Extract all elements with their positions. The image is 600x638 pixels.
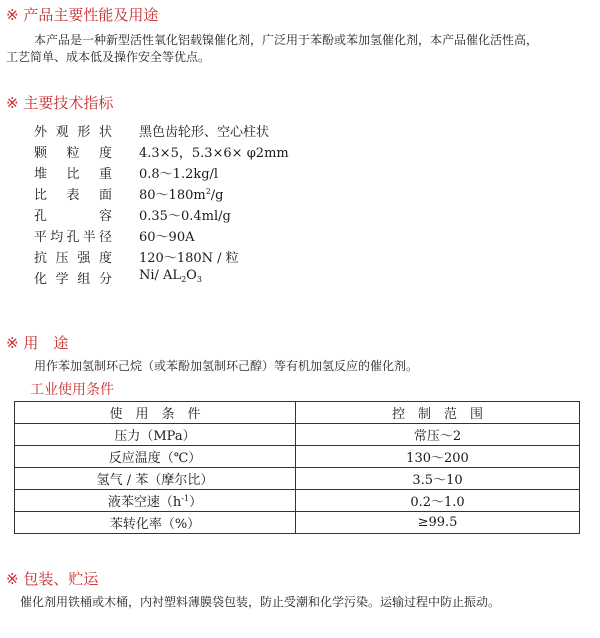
table-cell: 压力（MPa）: [15, 424, 296, 446]
table-cell: 130～200: [296, 446, 580, 468]
usage-text: 用作苯加氢制环己烷（或苯酚加氢制环己醇）等有机加氢反应的催化剂。: [34, 359, 419, 373]
spec-value: 0.8～1.2kg/l: [139, 167, 219, 182]
table-row: [15, 446, 580, 468]
spec-label: 外观形状: [34, 125, 112, 140]
section-title-specs: ※ 主要技术指标: [6, 94, 114, 112]
table-header-cell: 控 制 范 围: [296, 402, 580, 424]
spec-label: 比表面: [34, 188, 112, 203]
table-cell: 氢气 / 苯（摩尔比）: [15, 468, 296, 490]
spec-label: 堆比重: [34, 167, 112, 182]
table-row: [15, 468, 580, 490]
spec-label: 抗压强度: [34, 251, 112, 266]
table-cell: 0.2～1.0: [296, 490, 580, 512]
table-header-row: [15, 402, 580, 424]
section-title-packaging: ※ 包装、贮运: [6, 570, 99, 588]
spec-label: 化学组分: [34, 272, 112, 287]
table-cell: 苯转化率（%）: [15, 512, 296, 534]
spec-value: Ni/ $AL_2O_3$: [139, 268, 202, 284]
spec-value: 4.3×5，5.3×6× φ2mm: [139, 146, 289, 161]
table-cell: 液苯空速$(h^{-1})$: [15, 490, 296, 512]
conditions-caption: 工业使用条件: [30, 382, 114, 398]
spec-value: 黑色齿轮形、空心柱状: [139, 125, 270, 140]
section-title-usage: ※ 用 途: [6, 334, 69, 352]
performance-text-line1: 本产品是一种新型活性氧化铝载镍催化剂，广泛用于苯酚或苯加氢催化剂，本产品催化活性高，: [34, 33, 539, 47]
performance-text-line2: 工艺简单、成本低及操作安全等优点。: [6, 50, 211, 64]
table-cell: ≥99.5: [296, 512, 580, 534]
spec-value: 60～90A: [139, 230, 195, 245]
table-cell: 3.5～10: [296, 468, 580, 490]
table-header-cell: 使 用 条 件: [15, 402, 296, 424]
spec-label: 孔容: [34, 209, 112, 224]
spec-value: 120～180N / 粒: [139, 251, 239, 266]
spec-value: $80\sim 180m^2/g$: [139, 187, 224, 203]
table-cell: 常压～2: [296, 424, 580, 446]
table-row: [15, 424, 580, 446]
spec-label: 平均孔半径: [34, 230, 112, 245]
table-row: [15, 490, 580, 512]
conditions-table: [14, 401, 580, 534]
section-title-performance: ※ 产品主要性能及用途: [6, 6, 159, 24]
packaging-text: 催化剂用铁桶或木桶，内衬塑料薄膜袋包装，防止受潮和化学污染。运输过程中防止振动。: [20, 595, 501, 609]
table-cell: 反应温度（℃）: [15, 446, 296, 468]
table-row: [15, 512, 580, 534]
spec-value: 0.35～0.4ml/g: [139, 209, 231, 224]
spec-label: 颗粒度: [34, 146, 112, 161]
